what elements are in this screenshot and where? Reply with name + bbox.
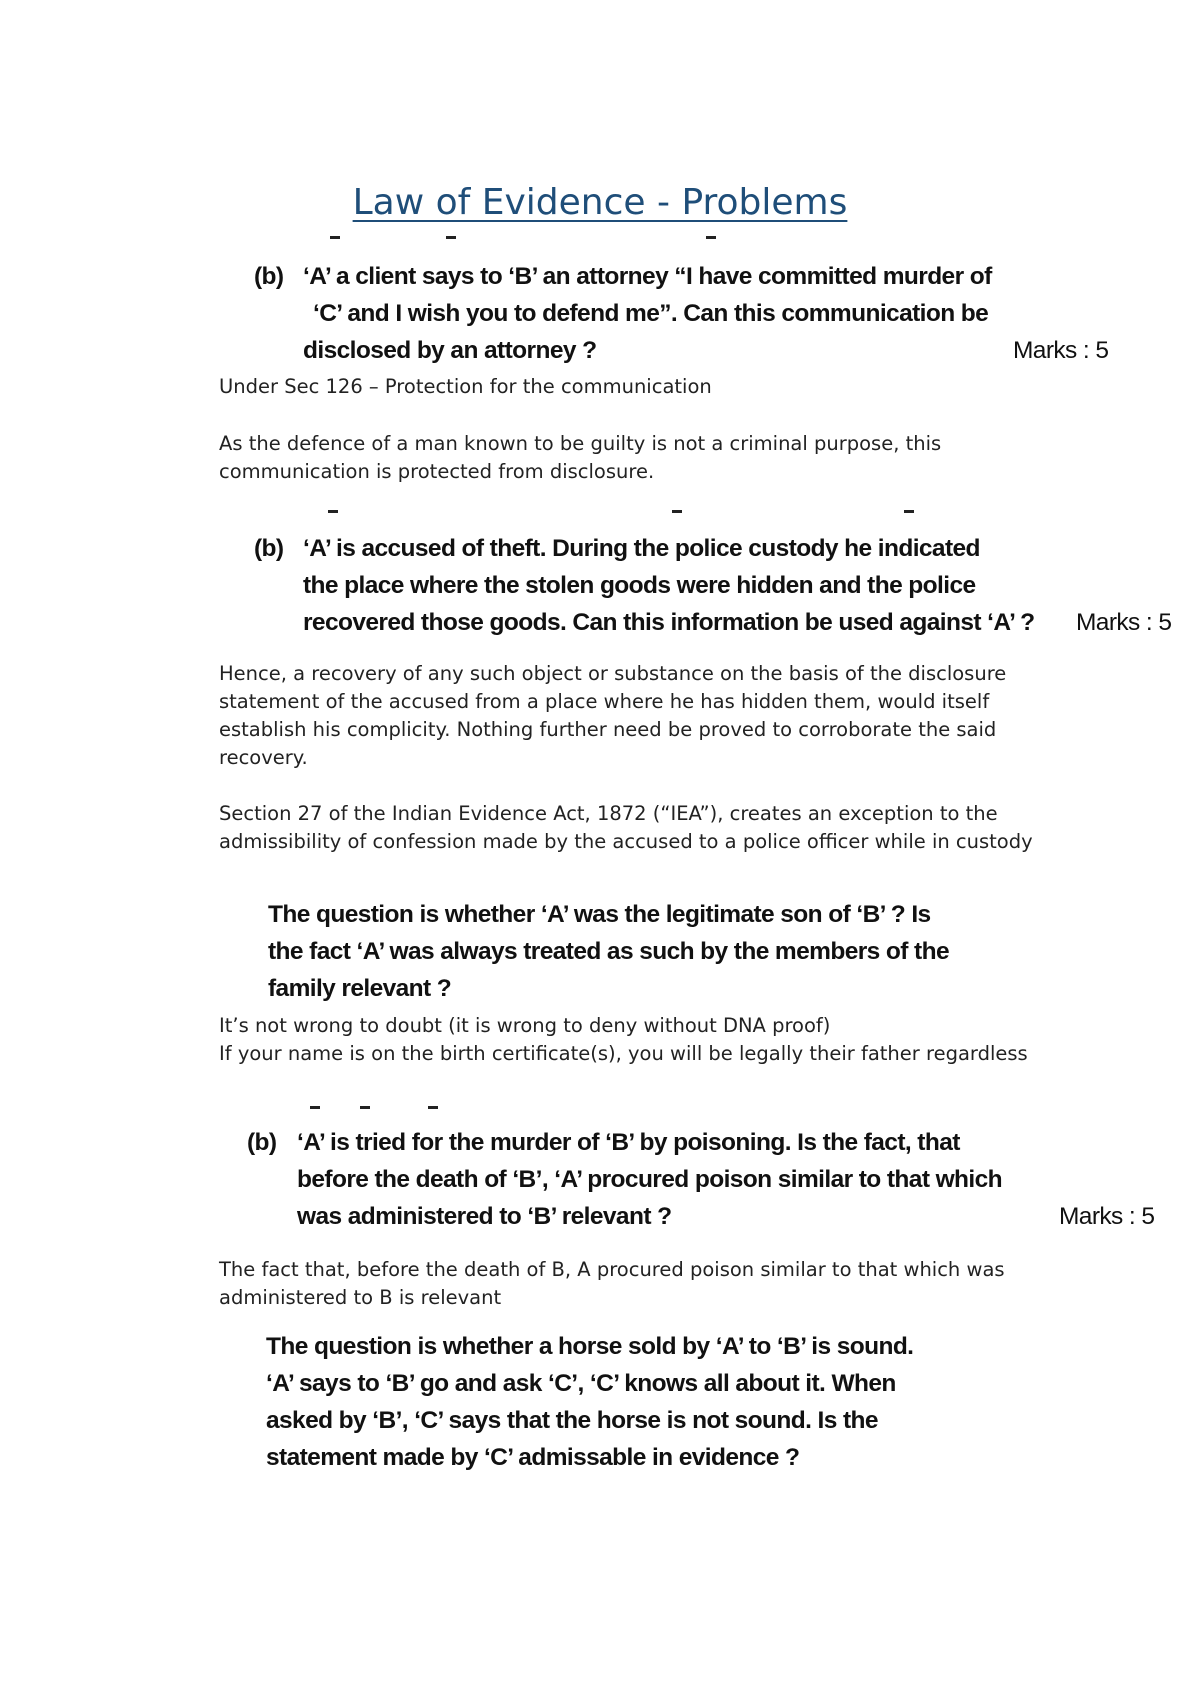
problem-text: ‘A’ a client says to ‘B’ an attorney “I have committed murder of ‘C’ and I wish you to defend me”. Can this communication be disclosed by an attorney ? [303, 263, 992, 364]
marks-label: Marks : 5 [1076, 609, 1172, 636]
answer-paragraph: If your name is on the birth certificate(s), you will be legally their father regardless [219, 1042, 1028, 1065]
scan-artifact [330, 236, 730, 244]
answer-paragraph: Section 27 of the Indian Evidence Act, 1872 (“IEA”), creates an exception to the admissibility of confession made by the accused to a police officer while in custody [219, 802, 1033, 853]
problem-text: ‘A’ is accused of theft. During the police custody he indicated the place where the stolen goods were hidden and the police recovered those goods. Can this information be used against ‘A’ ? [303, 535, 1035, 636]
scan-artifact [328, 510, 928, 518]
problem-label: (b) [254, 535, 284, 562]
page-title: Law of Evidence - Problems [352, 182, 848, 223]
answer-paragraph: It’s not wrong to doubt (it is wrong to deny without DNA proof) [219, 1014, 831, 1037]
problem-label: (b) [254, 263, 284, 290]
marks-label: Marks : 5 [1013, 337, 1109, 364]
marks-label: Marks : 5 [1059, 1203, 1155, 1230]
problem-text: ‘A’ is tried for the murder of ‘B’ by poisoning. Is the fact, that before the death of ‘B’, ‘A’ procured poison similar to that which was administered to ‘B’ relevant ? [297, 1129, 1003, 1230]
problem-text: The question is whether ‘A’ was the legitimate son of ‘B’ ? Is the fact ‘A’ was always treated as such by the members of the family relevant ? [268, 901, 949, 1002]
answer-paragraph: The fact that, before the death of B, A procured poison similar to that which was administered to B is relevant [219, 1258, 1005, 1309]
problem-label: (b) [247, 1129, 277, 1156]
answer-paragraph: Hence, a recovery of any such object or substance on the basis of the disclosure statement of the accused from a place where he has hidden them, would itself establish his complicity. Nothing further need be proved to corroborate the said recovery. [219, 662, 1007, 769]
scan-artifact [310, 1106, 450, 1114]
problem-text: The question is whether a horse sold by ‘A’ to ‘B’ is sound. ‘A’ says to ‘B’ go and ask ‘C’, ‘C’ knows all about it. When asked by ‘B’, ‘C’ says that the horse is not sound. Is the statement made by ‘C’ admissable in evidence ? [266, 1333, 914, 1471]
answer-paragraph: Under Sec 126 – Protection for the communication [219, 375, 712, 398]
answer-paragraph: As the defence of a man known to be guilty is not a criminal purpose, this communication is protected from disclosure. [219, 432, 942, 483]
